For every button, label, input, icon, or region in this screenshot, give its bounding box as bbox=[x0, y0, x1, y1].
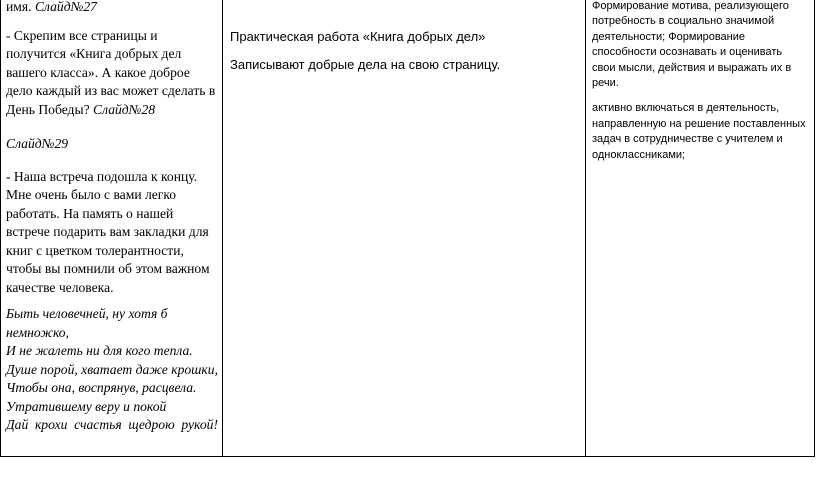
poem-line: Утратившему веру и покой bbox=[6, 398, 167, 414]
activity-teacher-column bbox=[6, 0, 218, 435]
practical-work-task: Записывают добрые дела на свою страницу. bbox=[230, 57, 501, 72]
poem-line: Душе порой, хватает даже крошки, bbox=[6, 361, 218, 377]
poem-line: Дай крохи счастья щедрою рукой! bbox=[6, 417, 218, 432]
learning-outcomes-column bbox=[592, 0, 807, 163]
slide-29-label: Слайд№29 bbox=[6, 136, 69, 151]
poem-line: Быть человечней, ну хотя б bbox=[6, 306, 168, 321]
poem-line: Чтобы она, воспрянув, расцвела. bbox=[6, 380, 197, 395]
poem-line: немножко, bbox=[6, 324, 69, 340]
closing-text: - Наша встреча подошла к концу. Мне очень было с вами легко работать. На память о нашей встрече подарить вам закладки для книг с цветком толерантности, чтобы вы помнили об этом важном качестве человека. bbox=[6, 168, 210, 295]
column-divider-2 bbox=[585, 0, 586, 457]
outcomes-paragraph-2: активно включаться в деятельность, направленную на решение поставленных задач в сотрудничестве с учителем и одноклассниками; bbox=[592, 102, 806, 161]
slide-28-label: Слайд№28 bbox=[93, 101, 156, 117]
outcomes-paragraph-1: Формирование мотива, реализующего потребность в социально значимой деятельности; Формирование способности осознавать и оценивать свои мысли, действия и выражать их в речи. bbox=[592, 0, 792, 90]
column-divider-1 bbox=[222, 0, 223, 457]
table-border-bottom bbox=[0, 456, 815, 457]
book-of-good-deeds-text: - Скрепим все страницы и получится «Книга добрых дел вашего класса». А какое доброе дело каждый из вас может сделать в День Победы? Слайд№28 bbox=[6, 27, 216, 117]
table-border-right bbox=[814, 0, 815, 457]
practical-work-title: Практическая работа «Книга добрых дел» bbox=[230, 29, 486, 44]
slide-27-label: Слайд№27 bbox=[34, 0, 97, 14]
poem-line: И не жалеть ни для кого тепла. bbox=[6, 343, 193, 358]
slide-27-line: имя. Слайд№27 bbox=[6, 0, 97, 14]
table-border-left bbox=[0, 0, 1, 457]
activity-student-column bbox=[230, 28, 575, 74]
poem bbox=[6, 305, 218, 435]
